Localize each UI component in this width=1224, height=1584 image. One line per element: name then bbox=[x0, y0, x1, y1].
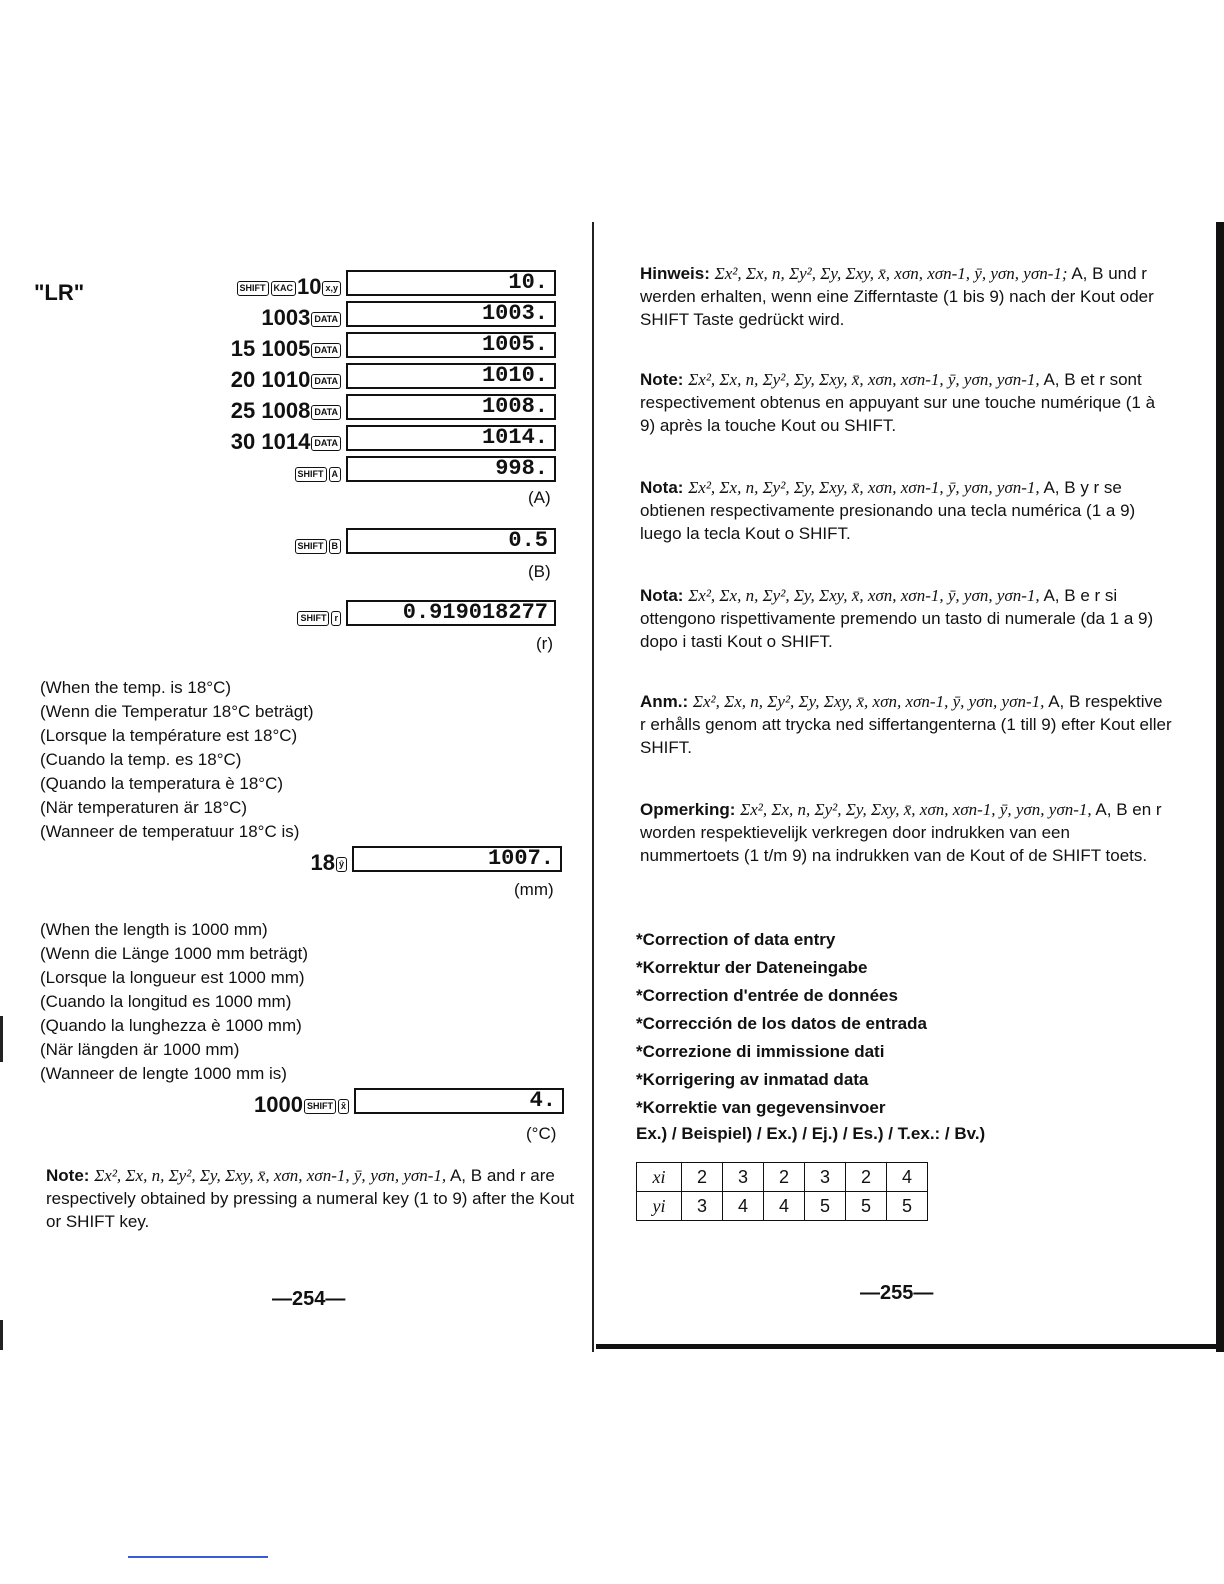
key-sequence bbox=[231, 429, 342, 455]
entry-value: 18 bbox=[310, 850, 335, 875]
condition-line: (Wenn die Temperatur 18°C beträgt) bbox=[40, 702, 314, 721]
condition-line: (When the length is 1000 mm) bbox=[40, 920, 268, 939]
page-edge-shadow bbox=[1216, 222, 1224, 1352]
note-symbols: Σx², Σx, n, Σy², Σy, Σxy, x̄, xσn, xσn-1, ȳ, yσn, yσn-1; bbox=[714, 264, 1068, 283]
row-header: yi bbox=[637, 1192, 682, 1221]
calculator-display: 1005. bbox=[346, 332, 556, 358]
lr-mode-label: "LR" bbox=[34, 280, 85, 305]
left-page bbox=[0, 0, 596, 1584]
entry-row bbox=[0, 528, 560, 560]
data-key-icon: DATA bbox=[311, 436, 341, 451]
entry-value: 30 1014 bbox=[230, 429, 311, 454]
entry-row bbox=[0, 332, 560, 364]
entry-row bbox=[0, 270, 560, 302]
key-sequence bbox=[231, 367, 342, 393]
b-key-icon: B bbox=[329, 539, 342, 554]
key-sequence bbox=[236, 274, 343, 300]
page-number: —254— bbox=[272, 1288, 346, 1310]
correction-heading: *Correction d'entrée de données bbox=[636, 986, 898, 1005]
table-cell: 5 bbox=[887, 1192, 928, 1221]
table-cell: 2 bbox=[682, 1163, 723, 1192]
row-header: xi bbox=[637, 1163, 682, 1192]
calculator-display: 10. bbox=[346, 270, 556, 296]
table-cell: 4 bbox=[764, 1192, 805, 1221]
result-label-r: (r) bbox=[536, 634, 553, 653]
note-swedish bbox=[640, 690, 1172, 759]
data-key-icon: DATA bbox=[311, 405, 341, 420]
key-sequence bbox=[254, 1092, 350, 1118]
table-cell: 5 bbox=[846, 1192, 887, 1221]
shift-key-icon: SHIFT bbox=[295, 539, 327, 554]
table-cell: 2 bbox=[764, 1163, 805, 1192]
condition-line: (Quando la lunghezza è 1000 mm) bbox=[40, 1016, 302, 1035]
calculator-display: 1008. bbox=[346, 394, 556, 420]
y-estimate-key-icon: ŷ bbox=[336, 857, 347, 872]
key-sequence bbox=[294, 532, 343, 558]
key-sequence bbox=[261, 305, 342, 331]
entry-value: 15 1005 bbox=[230, 336, 311, 361]
condition-line: (När temperaturen är 18°C) bbox=[40, 798, 248, 817]
key-sequence bbox=[294, 460, 343, 486]
note-text: A, B and r are respectively obtained by pressing a numeral key (1 to 9) after the Kout or SHIFT key. bbox=[46, 1166, 575, 1231]
shift-key-icon: SHIFT bbox=[237, 281, 269, 296]
entry-value: 25 1008 bbox=[230, 398, 311, 423]
note-dutch bbox=[640, 798, 1172, 867]
r-key-icon: r bbox=[331, 611, 341, 626]
entry-value: 10 bbox=[297, 274, 322, 299]
note-symbols: Σx², Σx, n, Σy², Σy, Σxy, x̄, xσn, xσn-1, ȳ, bbox=[94, 1166, 366, 1185]
key-sequence bbox=[296, 604, 342, 630]
data-key-icon: DATA bbox=[311, 312, 341, 327]
a-key-icon: A bbox=[329, 467, 342, 482]
calculator-display: 998. bbox=[346, 456, 556, 482]
entry-row bbox=[0, 846, 566, 878]
note-symbols: Σx², Σx, n, Σy², Σy, Σxy, x̄, xσn, xσn-1, ȳ, yσn, yσn-1, bbox=[692, 692, 1045, 711]
kac-key-icon: KAC bbox=[271, 281, 297, 296]
note-text: A, B et r sont respectivement obtenus en appuyant sur une touche numérique (1 à 9) après la touche Kout ou SHIFT. bbox=[640, 370, 1156, 435]
note-text: A, B y r se obtienen respectivamente presionando una tecla numérica (1 a 9) luego la tecla Kout o SHIFT. bbox=[640, 478, 1136, 543]
condition-line: (Cuando la temp. es 18°C) bbox=[40, 750, 242, 769]
table-cell: 3 bbox=[723, 1163, 764, 1192]
example-data-table bbox=[636, 1162, 928, 1221]
note-heading: Note: bbox=[46, 1166, 90, 1185]
entry-row bbox=[0, 425, 560, 457]
condition-line: (Cuando la longitud es 1000 mm) bbox=[40, 992, 292, 1011]
condition-line: (Wanneer de temperatuur 18°C is) bbox=[40, 822, 300, 841]
note-symbols: Σx², Σx, n, Σy², Σy, Σxy, x̄, xσn, xσn-1, ȳ, yσn, yσn-1, bbox=[688, 586, 1040, 605]
temperature-condition-list bbox=[40, 676, 314, 844]
correction-heading: *Korrigering av inmatad data bbox=[636, 1070, 869, 1089]
note-heading: Nota: bbox=[640, 478, 684, 497]
unit-label-mm: (mm) bbox=[514, 880, 554, 899]
note-heading: Hinweis: bbox=[640, 264, 710, 283]
key-sequence bbox=[231, 398, 342, 424]
correction-heading: *Corrección de los datos de entrada bbox=[636, 1014, 927, 1033]
entry-row bbox=[0, 1088, 568, 1120]
example-label: Ex.) / Beispiel) / Ex.) / Ej.) / Es.) / T.ex.: / Bv.) bbox=[636, 1124, 986, 1143]
entry-row bbox=[0, 363, 560, 395]
note-text: A, B en r worden respektievelijk verkregen door indrukken van een nummertoets (1 t/m 9) na indrukken van de Kout of de SHIFT toets. bbox=[640, 800, 1162, 865]
page-number: —255— bbox=[860, 1282, 934, 1304]
calculator-display: 0.919018277 bbox=[346, 600, 556, 626]
calculator-display: 0.5 bbox=[346, 528, 556, 554]
key-sequence bbox=[231, 336, 342, 362]
table-cell: 4 bbox=[887, 1163, 928, 1192]
entry-row bbox=[0, 600, 560, 632]
condition-line: (Lorsque la température est 18°C) bbox=[40, 726, 298, 745]
note-heading: Note: bbox=[640, 370, 684, 389]
entry-value: 20 1010 bbox=[230, 367, 311, 392]
calculator-display: 1007. bbox=[352, 846, 562, 872]
data-key-icon: DATA bbox=[311, 374, 341, 389]
xy-key-icon: x,y bbox=[322, 281, 341, 296]
correction-heading: *Korrektie van gegevensinvoer bbox=[636, 1098, 886, 1117]
note-spanish bbox=[640, 476, 1172, 545]
table-cell: 4 bbox=[723, 1192, 764, 1221]
length-condition-list bbox=[40, 918, 308, 1086]
note-text: A, B und r werden erhalten, wenn eine Zifferntaste (1 bis 9) nach der Kout oder SHIFT Taste gedrückt wird. bbox=[640, 264, 1154, 329]
correction-heading: *Correzione di immissione dati bbox=[636, 1042, 885, 1061]
condition-line: (När längden är 1000 mm) bbox=[40, 1040, 240, 1059]
table-cell: 5 bbox=[805, 1192, 846, 1221]
data-key-icon: DATA bbox=[311, 343, 341, 358]
calculator-display: 4. bbox=[354, 1088, 564, 1114]
note-french bbox=[640, 368, 1172, 437]
correction-heading-list bbox=[636, 926, 927, 1122]
note-text: A, B respektive r erhålls genom att trycka ned siffertangenterna (1 till 9) efter Kout eller SHIFT. bbox=[640, 692, 1172, 757]
condition-line: (Wenn die Länge 1000 mm beträgt) bbox=[40, 944, 309, 963]
table-row bbox=[637, 1192, 928, 1221]
condition-line: (Lorsque la longueur est 1000 mm) bbox=[40, 968, 305, 987]
table-cell: 2 bbox=[846, 1163, 887, 1192]
correction-heading: *Korrektur der Dateneingabe bbox=[636, 958, 868, 977]
note-symbols: Σx², Σx, n, Σy², Σy, Σxy, x̄, xσn, xσn-1, ȳ, yσn, yσn-1, bbox=[740, 800, 1092, 819]
key-sequence bbox=[311, 850, 349, 876]
correction-heading: *Correction of data entry bbox=[636, 930, 836, 949]
calculator-display: 1010. bbox=[346, 363, 556, 389]
note-text: A, B e r si ottengono rispettivamente premendo un tasto di numerale (da 1 a 9) dopo i tasti Kout o SHIFT. bbox=[640, 586, 1154, 651]
note-heading: Opmerking: bbox=[640, 800, 736, 819]
note-symbols: yσn, yσn-1, bbox=[370, 1166, 447, 1185]
entry-row bbox=[0, 394, 560, 426]
page-bottom-edge bbox=[596, 1344, 1224, 1349]
calculator-display: 1014. bbox=[346, 425, 556, 451]
condition-line: (Wanneer de lengte 1000 mm is) bbox=[40, 1064, 287, 1083]
note-german bbox=[640, 262, 1172, 331]
calculator-display: 1003. bbox=[346, 301, 556, 327]
table-cell: 3 bbox=[805, 1163, 846, 1192]
condition-line: (Quando la temperatura è 18°C) bbox=[40, 774, 284, 793]
x-estimate-key-icon: x̂ bbox=[338, 1099, 349, 1114]
table-cell: 3 bbox=[682, 1192, 723, 1221]
result-label-a: (A) bbox=[528, 488, 551, 507]
entry-row bbox=[0, 456, 560, 488]
note-heading: Nota: bbox=[640, 586, 684, 605]
result-label-b: (B) bbox=[528, 562, 551, 581]
note-symbols: Σx², Σx, n, Σy², Σy, Σxy, x̄, xσn, xσn-1, ȳ, yσn, yσn-1, bbox=[688, 478, 1040, 497]
shift-key-icon: SHIFT bbox=[297, 611, 329, 626]
shift-key-icon: SHIFT bbox=[304, 1099, 336, 1114]
entry-value: 1000 bbox=[254, 1092, 303, 1117]
entry-row bbox=[0, 301, 560, 333]
entry-value: 1003 bbox=[261, 305, 311, 330]
condition-line: (When the temp. is 18°C) bbox=[40, 678, 232, 697]
table-row bbox=[637, 1163, 928, 1192]
note-italian bbox=[640, 584, 1172, 653]
note-heading: Anm.: bbox=[640, 692, 689, 711]
note-symbols: Σx², Σx, n, Σy², Σy, Σxy, x̄, xσn, xσn-1, ȳ, yσn, yσn-1, bbox=[688, 370, 1040, 389]
shift-key-icon: SHIFT bbox=[295, 467, 327, 482]
unit-label-celsius: (°C) bbox=[526, 1124, 557, 1143]
note-english bbox=[46, 1164, 576, 1233]
